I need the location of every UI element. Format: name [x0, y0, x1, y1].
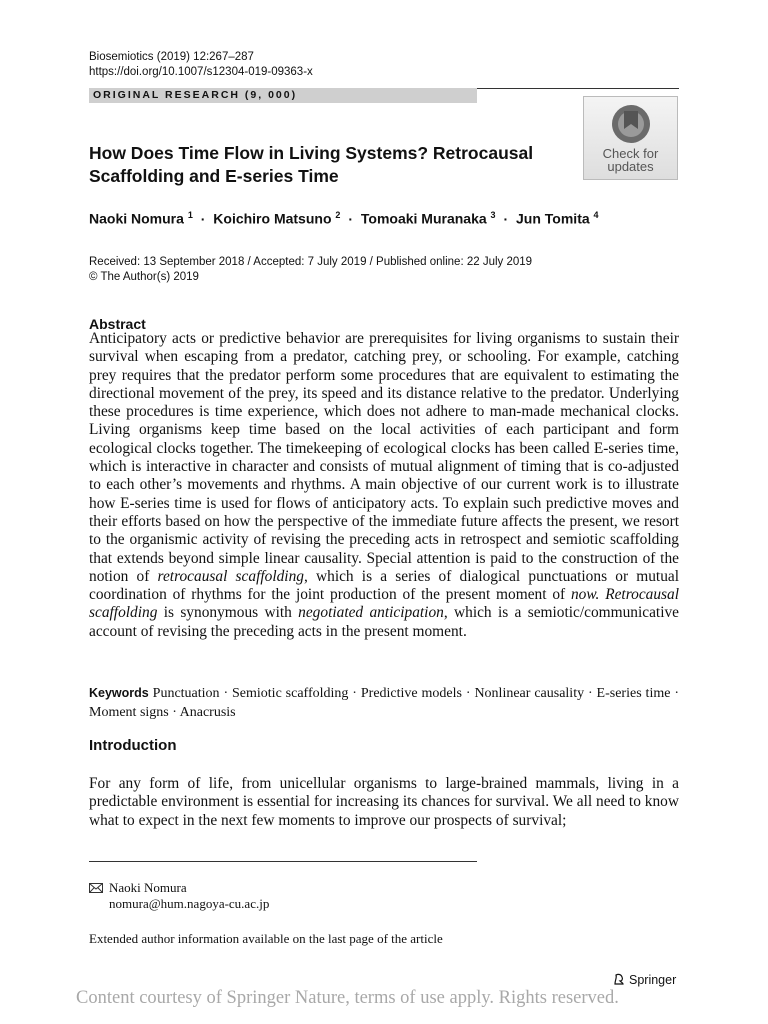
- title-line-2: Scaffolding and E-series Time: [89, 166, 339, 186]
- emphasis: Retrocausal scaffolding: [89, 586, 680, 622]
- section-band: ORIGINAL RESEARCH (9, 000): [89, 88, 477, 103]
- extended-author-info: Extended author information available on the last page of the article: [89, 931, 443, 946]
- keywords-label: Keywords: [89, 686, 149, 700]
- footnote-rule: [89, 861, 477, 862]
- author-email[interactable]: nomura@hum.nagoya-cu.ac.jp: [109, 896, 270, 911]
- abstract-heading: Abstract: [89, 316, 146, 332]
- author-affiliation: 3: [490, 210, 496, 220]
- emphasis: retrocausal scaffolding: [157, 567, 304, 585]
- doi-link[interactable]: https://doi.org/10.1007/s12304-019-09363-x: [89, 66, 313, 78]
- introduction-body: For any form of life, from unicellular organisms to large-brained mammals, living in a predictable environment is essential for increasing its chances for survival. We all need to know what to expect in the next few moments to improve our prospects of survival;: [89, 775, 679, 829]
- introduction-heading: Introduction: [89, 737, 177, 754]
- copyright-text: The Author(s) 2019: [100, 271, 199, 283]
- springer-horse-icon: [612, 972, 626, 986]
- author-affiliation: 4: [593, 210, 599, 220]
- author-contact-name: Naoki Nomura: [109, 880, 187, 895]
- abstract-body: Anticipatory acts or predictive behavior are prerequisites for living organisms to sustain their survival when escaping from a predator, catching prey, or schooling. For example, catching prey requires that the predator perform some procedures that are equivalent to estimating the directional movement of the prey, its speed and its distance relative to the predator. Underlying these procedures is time experience, which does not adhere to man-made mechanical clocks. Living organisms keep time based on the local activities of each participant and form ecological clocks together. The timekeeping of ecological clocks has been called E-series time, which is interactive in character and consists of mutual alignment of timing that is co-adjusted to each other’s movements and rhythms. A main objective of our current work is to illustrate how E-series time is used for flows of anticipatory acts. To explain such predictive moves and their efforts based on how the perspective of the immediate future affects the present, we resort to the organismic activity of revising the preceding acts in retrospect and semiotic scaffolding that extends beyond simple linear causality. Special attention is paid to the construction of the notion of retrocausal scaffolding, which is a series of dialogical punctuations or mutual coordination of rhythms for the joint production of the present moment of now. Retrocausal scaffolding is synonymous with negotiated anticipation, which is a semiotic/communicative account of revising the preceding acts in the present moment.: [89, 330, 680, 640]
- keywords-list: Punctuation · Semiotic scaffolding · Predictive models · Nonlinear causality · E-series time · Moment signs · Anacrusis: [89, 686, 679, 720]
- author-separator: ·: [200, 210, 206, 227]
- copyright-line: [89, 270, 199, 284]
- author-affiliation: 1: [187, 210, 193, 220]
- badge-line-2: updates: [607, 159, 654, 174]
- journal-citation: Biosemiotics (2019) 12:267–287: [89, 51, 254, 63]
- title-line-1: How Does Time Flow in Living Systems? Retrocausal: [89, 143, 534, 163]
- emphasis: now.: [570, 586, 600, 604]
- publisher-logo: [612, 972, 676, 987]
- courtesy-watermark: Content courtesy of Springer Nature, terms of use apply. Rights reserved.: [76, 988, 619, 1008]
- badge-line-1: Check for: [602, 146, 659, 161]
- keywords: [89, 684, 679, 722]
- publication-dates: Received: 13 September 2018 / Accepted: 7 July 2019 / Published online: 22 July 2019: [89, 256, 533, 268]
- corresponding-author: [89, 880, 269, 912]
- check-for-updates-badge[interactable]: [583, 96, 678, 180]
- envelope-icon: [89, 883, 103, 893]
- author-list: [89, 210, 599, 227]
- author-separator: ·: [348, 210, 353, 227]
- publisher-name: Springer: [629, 973, 677, 987]
- author-name[interactable]: Koichiro Matsuno: [213, 210, 332, 227]
- author-name[interactable]: Naoki Nomura: [89, 210, 184, 227]
- copyright-icon: ©: [89, 271, 98, 283]
- author-affiliation: 2: [335, 210, 341, 220]
- article-title: [89, 142, 579, 188]
- author-name[interactable]: Jun Tomita: [516, 210, 590, 227]
- author-name[interactable]: Tomoaki Muranaka: [360, 210, 487, 227]
- author-separator: ·: [503, 210, 509, 227]
- emphasis: negotiated anticipation: [298, 604, 444, 622]
- header-rule: [477, 88, 679, 89]
- bookmark-circle-icon: [584, 97, 679, 147]
